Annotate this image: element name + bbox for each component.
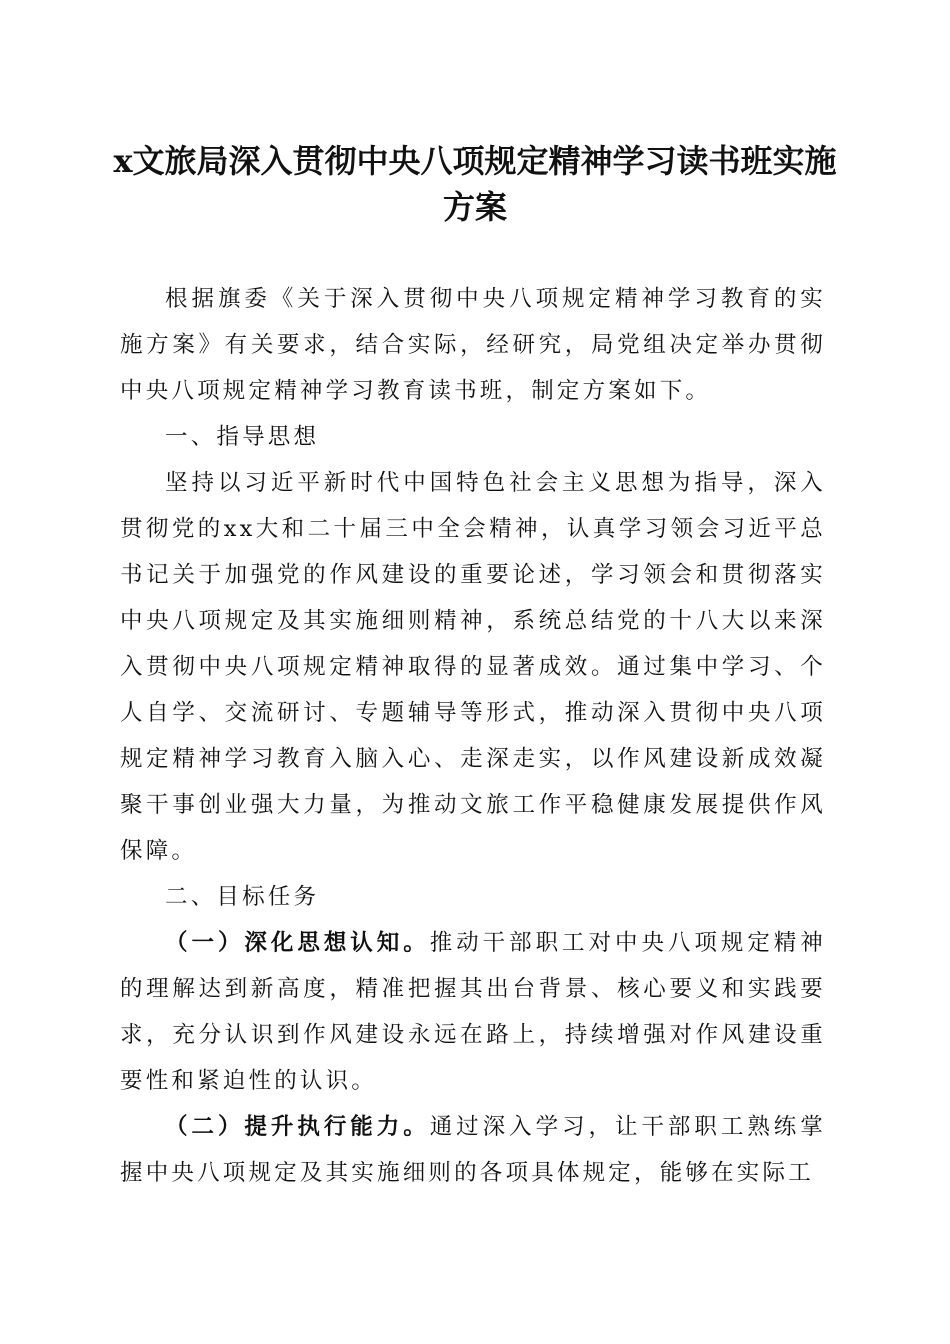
guiding-ideology-paragraph: 坚持以习近平新时代中国特色社会主义思想为指导，深入贯彻党的xx大和二十届三中全会精神，认真学习领会习近平总书记关于加强党的作风建设的重要论述，学习领会和贯彻落实中央八项规定及其实施细则精神，系统总结党的十八大以来深入贯彻中央八项规定精神取得的显著成效。通过集中学习、个人自学、交流研讨、专题辅导等形式，推动深入贯彻中央八项规定精神学习教育入脑入心、走深走实，以作风建设新成效凝聚干事创业强大力量，为推动文旅工作平稳健康发展提供作风保障。 <box>120 470 826 864</box>
goal-item-deepen-understanding <box>120 920 826 1104</box>
goal-item-improve-execution <box>120 1104 826 1196</box>
goal-item-lead: （一）深化思想认知。 <box>165 930 430 956</box>
goal-item-lead: （二）提升执行能力。 <box>165 1114 430 1140</box>
section-heading-goals-tasks: 二、目标任务 <box>165 884 320 910</box>
section-heading-guiding-ideology: 一、指导思想 <box>165 424 320 450</box>
goal-item-text: 推动干部职工对中央八项规定精神的理解达到新高度，精准把握其出台背景、核心要义和实践要求，充分认识到作风建设永远在路上，持续增强对作风建设重要性和紧迫性的认识。 <box>120 930 826 1094</box>
intro-paragraph: 根据旗委《关于深入贯彻中央八项规定精神学习教育的实施方案》有关要求，结合实际，经研究，局党组决定举办贯彻中央八项规定精神学习教育读书班，制定方案如下。 <box>120 286 826 404</box>
document-title: x文旅局深入贯彻中央八项规定精神学习读书班实施方案 <box>113 142 837 226</box>
document-body <box>120 276 826 1196</box>
goal-item-text: 通过深入学习，让干部职工熟练掌握中央八项规定及其实施细则的各项具体规定，能够在实际工 <box>120 1114 826 1186</box>
